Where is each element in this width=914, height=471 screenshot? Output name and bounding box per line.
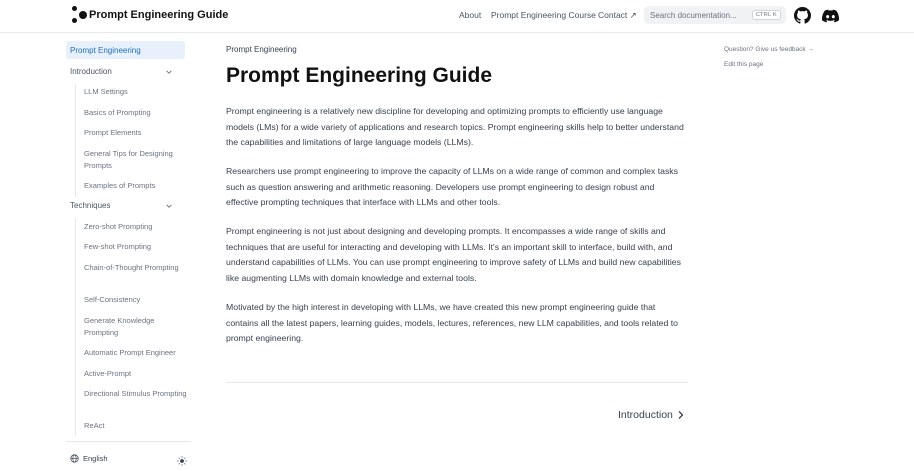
sidebar-item-elements[interactable]: Prompt Elements bbox=[84, 128, 142, 137]
nav-about[interactable]: About bbox=[459, 10, 482, 20]
sidebar-item-react[interactable]: ReAct bbox=[84, 421, 105, 430]
chevron-right-icon bbox=[677, 410, 685, 420]
sidebar-item-self-consistency[interactable]: Self-Consistency bbox=[84, 295, 141, 304]
globe-icon bbox=[70, 454, 79, 463]
sidebar-item-dsp[interactable]: Directional Stimulus Prompting bbox=[84, 389, 187, 398]
sun-icon[interactable] bbox=[177, 453, 187, 471]
sidebar-section-techniques[interactable] bbox=[66, 200, 185, 211]
sidebar-section-introduction[interactable] bbox=[66, 66, 185, 77]
sidebar-footer bbox=[66, 441, 191, 469]
sidebar-section-label: Introduction bbox=[70, 67, 112, 76]
top-header bbox=[0, 0, 914, 33]
nav-contact[interactable]: Contact ↗ bbox=[598, 10, 637, 20]
content-paragraph: Prompt engineering is a relatively new discipline for developing and optimizing prompts to efficiently use language models (LMs) for a wide variety of applications and research topics. Prompt engineering skills help to better understand the capabilities and limitations of large language models (LLMs). bbox=[226, 106, 684, 147]
content-paragraph: Researchers use prompt engineering to improve the capacity of LLMs on a wide range of common and complex tasks such as question answering and arithmetic reasoning. Developers use prompt engineering to design robust and effective prompting techniques that interface with LLMs and other tools. bbox=[226, 166, 678, 207]
sidebar-item-prompt-engineering[interactable]: Prompt Engineering bbox=[66, 41, 185, 59]
chevron-down-icon bbox=[165, 68, 173, 76]
content-paragraph: Prompt engineering is not just about designing and developing prompts. It encompasses a wide range of skills and techniques that are useful for interacting and developing with LLMs. It's an important skill to interface, build with, and understand capabilities of LLMs. You can use prompt engineering to improve safety of LLMs and build new capabilities like augmenting LLMs with domain knowledge and external tools. bbox=[226, 226, 681, 283]
sidebar-item-active-prompt[interactable]: Active-Prompt bbox=[84, 369, 132, 378]
next-page-link[interactable] bbox=[618, 409, 685, 421]
sidebar-item-few-shot[interactable]: Few-shot Prompting bbox=[84, 242, 152, 251]
logo-text: Prompt Engineering Guide bbox=[89, 9, 229, 21]
page-title: Prompt Engineering Guide bbox=[226, 64, 493, 87]
sidebar-rail bbox=[75, 84, 76, 197]
language-switcher[interactable] bbox=[70, 454, 108, 463]
sidebar-item-llm-settings[interactable]: LLM Settings bbox=[84, 87, 128, 96]
language-label: English bbox=[83, 454, 108, 463]
site-logo[interactable] bbox=[71, 6, 228, 24]
sidebar-item-tips[interactable]: General Tips for Designing Prompts bbox=[84, 149, 173, 170]
next-page-label: Introduction bbox=[618, 409, 673, 421]
edit-page-link[interactable]: Edit this page bbox=[724, 61, 764, 68]
content-divider bbox=[226, 382, 688, 383]
content-paragraph: Motivated by the high interest in developing with LLMs, we have created this new prompt engineering guide that contains all the latest papers, learning guides, models, lectures, references, new LLM capabilities, and tools related to prompt engineering. bbox=[226, 302, 679, 343]
discord-icon[interactable] bbox=[822, 7, 839, 24]
sidebar-item-examples[interactable]: Examples of Prompts bbox=[84, 181, 156, 190]
logo-dots-icon bbox=[71, 6, 87, 24]
search-shortcut-badge: CTRL K bbox=[752, 10, 781, 20]
sidebar-rail bbox=[75, 218, 76, 436]
sidebar-item-cot[interactable]: Chain-of-Thought Prompting bbox=[84, 263, 179, 272]
sidebar-item-ape[interactable]: Automatic Prompt Engineer bbox=[84, 348, 176, 357]
nav-course[interactable]: Prompt Engineering Course bbox=[491, 10, 596, 20]
sidebar-item-generate-knowledge[interactable]: Generate Knowledge Prompting bbox=[84, 316, 155, 337]
chevron-down-icon bbox=[165, 202, 173, 210]
sidebar-item-basics[interactable]: Basics of Prompting bbox=[84, 108, 151, 117]
sidebar-item-zero-shot[interactable]: Zero-shot Prompting bbox=[84, 222, 153, 231]
feedback-link[interactable]: Question? Give us feedback → bbox=[724, 46, 814, 53]
github-icon[interactable] bbox=[794, 7, 811, 24]
sidebar-section-label: Techniques bbox=[70, 201, 111, 210]
breadcrumb: Prompt Engineering bbox=[226, 45, 297, 54]
search-box[interactable] bbox=[644, 6, 786, 24]
search-input[interactable] bbox=[650, 8, 755, 22]
